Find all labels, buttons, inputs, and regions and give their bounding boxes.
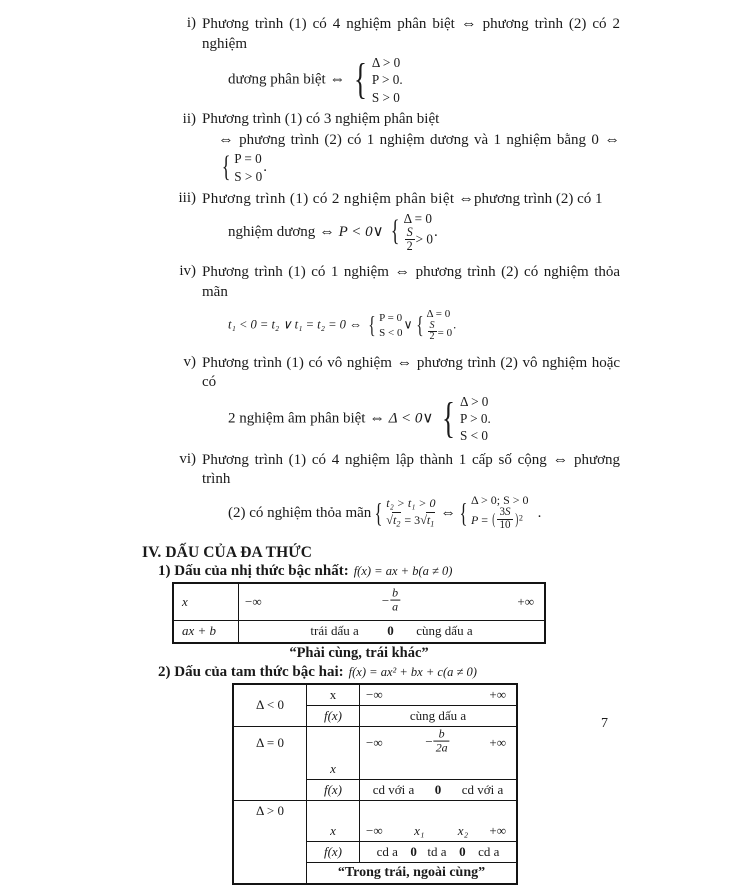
system-row: Δ > 0 xyxy=(371,55,401,70)
item-vi-line2: (2) có nghiệm thỏa mãn xyxy=(228,504,372,521)
cell-spacer xyxy=(233,821,307,842)
system-row: Δ > 0 xyxy=(460,393,489,409)
value-pos-infinity: +∞ xyxy=(517,593,534,609)
cell-expression: ax + b xyxy=(173,620,239,643)
table-row xyxy=(173,583,545,621)
left-brace: { xyxy=(442,393,456,442)
sign-zero: 0 xyxy=(387,623,394,639)
table-row xyxy=(233,759,517,780)
cell-spacer xyxy=(233,841,307,862)
system-row: Δ = 0 xyxy=(403,210,432,226)
item-v-line2: 2 nghiệm âm phân biệt xyxy=(228,410,366,427)
trailing-dot: . xyxy=(537,504,542,521)
equivalence-symbol: ⇔ xyxy=(458,190,474,208)
system-brace-group xyxy=(438,393,491,445)
or-symbol: ∨ xyxy=(403,317,413,332)
item-i-line1b: phương trình (2) có 2 nghiệm xyxy=(202,16,621,52)
subsection-1-heading xyxy=(158,563,620,580)
system-row: t₂ > t₁ > 0 xyxy=(386,496,436,511)
subsection-2-title: 2) Dấu của tam thức bậc hai: xyxy=(158,663,344,680)
list-item xyxy=(170,14,620,106)
cell-number-line xyxy=(360,821,518,842)
system-row: Δ > 0; S > 0 xyxy=(470,492,529,507)
item-ii-line1: Phương trình (1) có 3 nghiệm phân biệt xyxy=(202,111,440,128)
value-pos-infinity: +∞ xyxy=(489,822,506,838)
system-row: P > 0. xyxy=(460,411,491,427)
cell-signs xyxy=(239,620,546,643)
sign-left: cd với a xyxy=(372,781,415,797)
equivalence-symbol: ⇔ xyxy=(394,263,411,281)
rule-quote-linear: “Phải cùng, trái khác” xyxy=(289,644,429,661)
system-brace-group-a xyxy=(372,496,435,530)
left-brace: { xyxy=(368,311,376,339)
condition-expression: t₁ < 0 = t₂ ∨ t₁ = t₂ = 0 xyxy=(228,317,346,332)
cell-variable: x xyxy=(173,583,239,621)
sign-zero-2: 0 xyxy=(459,843,466,859)
sign-1: cd a xyxy=(376,843,398,859)
table-row xyxy=(233,800,517,821)
equivalence-symbol: ⇔ xyxy=(552,450,569,468)
table-row xyxy=(233,726,517,759)
item-i-line1: Phương trình (1) có 4 nghiệm phân biệt xyxy=(202,16,455,32)
cell-f-label: f(x) xyxy=(307,779,360,800)
item-body-iv xyxy=(202,262,620,344)
system-brace-group xyxy=(219,150,262,185)
system-brace-group-a xyxy=(366,311,402,340)
subsection-1-formula: f(x) = ax + b(a ≠ 0) xyxy=(353,563,453,578)
item-iii-line1b: phương trình (2) có 1 xyxy=(473,191,603,208)
equivalence-symbol: ⇔ xyxy=(329,70,346,88)
item-v-line1: Phương trình (1) có vô nghiệm xyxy=(202,354,392,371)
page-number: 7 xyxy=(601,716,608,731)
item-body-iii xyxy=(202,189,620,254)
value-neg-infinity: −∞ xyxy=(245,593,262,609)
item-iii-line2: nghiệm dương xyxy=(228,223,316,240)
cell-delta-eq-0: Δ = 0 xyxy=(233,726,307,759)
cell-number-line xyxy=(360,726,518,759)
cell-f-label: f(x) xyxy=(307,705,360,726)
trailing-dot: . xyxy=(263,159,267,176)
item-label-i: i) xyxy=(186,15,196,31)
list-item xyxy=(170,353,620,445)
cell-spacer xyxy=(307,726,360,759)
sign-table-quadratic xyxy=(232,683,518,885)
equivalence-symbol: ⇔ xyxy=(319,222,335,240)
sign-table-linear xyxy=(172,582,546,644)
list-item xyxy=(170,189,620,254)
sign-right: cùng dấu a xyxy=(416,623,473,639)
system-row: Δ = 0 xyxy=(426,308,451,321)
rule-quote-quadratic: “Trong trái, ngoài cùng” xyxy=(307,862,518,884)
list-item xyxy=(170,262,620,344)
cell-var-label: x xyxy=(307,821,360,842)
item-vi-line1b: phương trình xyxy=(202,451,620,488)
condition-expression: Δ < 0 xyxy=(388,410,423,427)
equivalence-symbol: ⇔ xyxy=(369,409,385,427)
table-row xyxy=(233,821,517,842)
table-row xyxy=(233,841,517,862)
value-neg-infinity: −∞ xyxy=(366,822,383,838)
or-symbol: ∨ xyxy=(422,410,434,427)
item-label-iv: iv) xyxy=(179,263,196,280)
left-brace: { xyxy=(459,497,468,528)
item-body-ii xyxy=(202,110,620,185)
cell-spacer xyxy=(233,779,307,800)
cell-var-label: x xyxy=(307,684,360,706)
value-root: − $\frac{b}{a}$ xyxy=(381,585,399,614)
item-body-vi xyxy=(202,450,620,534)
or-symbol: ∨ xyxy=(372,223,384,240)
item-body-v xyxy=(202,353,620,445)
sign-3: cd a xyxy=(478,843,500,859)
sign-right: cd với a xyxy=(461,781,504,797)
system-row: S > 0 xyxy=(371,89,400,105)
equivalence-symbol: ⇔ xyxy=(440,503,456,521)
value-neg-infinity: −∞ xyxy=(366,734,383,750)
equivalence-symbol: ⇔ xyxy=(460,15,477,32)
table-row xyxy=(233,779,517,800)
item-iii-line1: Phương trình (1) có 2 nghiệm phân biệt xyxy=(202,191,455,208)
table-row xyxy=(233,684,517,706)
item-iv-line1: Phương trình (1) có 1 nghiệm xyxy=(202,264,389,281)
condition-expression: P < 0 xyxy=(338,223,373,240)
sign-left: trái dấu a xyxy=(310,623,359,639)
item-label-ii: ii) xyxy=(182,111,196,128)
equivalence-symbol: ⇔ xyxy=(218,130,234,148)
system-row: P = 0 xyxy=(234,151,262,167)
item-iv-line1b: phương trình (2) có nghiệm thỏa mãn xyxy=(202,264,621,300)
cell-delta-lt-0: Δ < 0 xyxy=(233,684,307,727)
item-label-v: v) xyxy=(183,353,196,370)
left-brace: { xyxy=(221,150,231,183)
item-ii-line2: phương trình (2) có 1 nghiệm dương và 1 nghiệm bằng 0 xyxy=(239,131,599,148)
system-row: S < 0 xyxy=(379,326,403,339)
list-item xyxy=(170,450,620,534)
item-i-line2: dương phân biệt xyxy=(228,71,326,88)
system-row: P = 0 xyxy=(379,312,403,325)
cell-f-label: f(x) xyxy=(307,841,360,862)
cell-sign-values xyxy=(360,841,518,862)
left-brace: { xyxy=(374,497,383,528)
left-brace: { xyxy=(391,215,400,248)
item-body-i xyxy=(202,14,620,106)
subsection-2-formula: f(x) = ax² + bx + c(a ≠ 0) xyxy=(348,664,477,679)
item-label-vi: vi) xyxy=(179,450,196,467)
table-row xyxy=(233,862,517,884)
equivalence-symbol: ⇔ xyxy=(396,353,413,371)
equivalence-symbol: ⇔ xyxy=(349,316,363,332)
cell-spacer xyxy=(360,759,518,780)
value-neg-infinity: −∞ xyxy=(366,686,383,702)
system-row: $\frac{S}{2}$ > 0 xyxy=(406,224,433,253)
value-pos-infinity: +∞ xyxy=(489,686,506,702)
cell-spacer xyxy=(233,759,307,780)
equivalence-symbol: ⇔ xyxy=(604,130,621,148)
cell-number-line xyxy=(360,684,518,706)
system-row: S > 0 xyxy=(234,168,263,184)
value-root-x1: x₁ xyxy=(414,822,425,838)
system-brace-group-b xyxy=(414,307,452,344)
subsection-1-title: 1) Dấu của nhị thức bậc nhất: xyxy=(158,562,349,579)
value-pos-infinity: +∞ xyxy=(489,734,506,750)
list-item xyxy=(170,110,620,185)
sign-zero-1: 0 xyxy=(410,843,417,859)
cell-spacer xyxy=(360,800,518,821)
subsection-2-heading xyxy=(158,664,620,681)
value-root: − $\frac{b}{2a}$ xyxy=(425,726,448,755)
left-brace: { xyxy=(353,55,367,104)
cell-var-label: x xyxy=(307,759,360,780)
item-v-line1b: phương trình (2) vô nghiệm hoặc có xyxy=(202,354,621,391)
cell-sign-value: cùng dấu a xyxy=(360,705,518,726)
item-vi-line1: Phương trình (1) có 4 nghiệm lập thành 1 cấp số cộng xyxy=(202,451,547,468)
trailing-dot: . xyxy=(433,223,438,240)
cell-number-line xyxy=(239,583,546,621)
cell-spacer xyxy=(307,800,360,821)
system-brace-group-b xyxy=(457,493,529,534)
sign-zero: 0 xyxy=(434,781,442,797)
system-row: $√t_2 = 3√t_1$ xyxy=(386,512,435,529)
cell-sign-values xyxy=(360,779,518,800)
system-row: P = ( $\frac{3S}{10}$ )$^2$ xyxy=(470,506,523,532)
cell-delta-gt-0: Δ > 0 xyxy=(233,800,307,821)
system-brace-group xyxy=(388,210,433,255)
value-root-x2: x₂ xyxy=(457,822,469,838)
trailing-dot: . xyxy=(453,317,457,332)
section-heading: IV. DẤU CỦA ĐA THỨC xyxy=(142,543,312,561)
system-brace-group xyxy=(350,54,403,106)
sign-2: td a xyxy=(427,843,447,859)
cell-spacer xyxy=(233,862,307,884)
system-row: $\frac{S}{2}$ = 0 xyxy=(429,319,453,343)
left-brace: { xyxy=(415,311,424,339)
item-label-iii: iii) xyxy=(178,190,196,207)
system-row: P > 0. xyxy=(371,72,403,88)
table-row xyxy=(173,620,545,643)
system-row: S < 0 xyxy=(460,428,488,444)
